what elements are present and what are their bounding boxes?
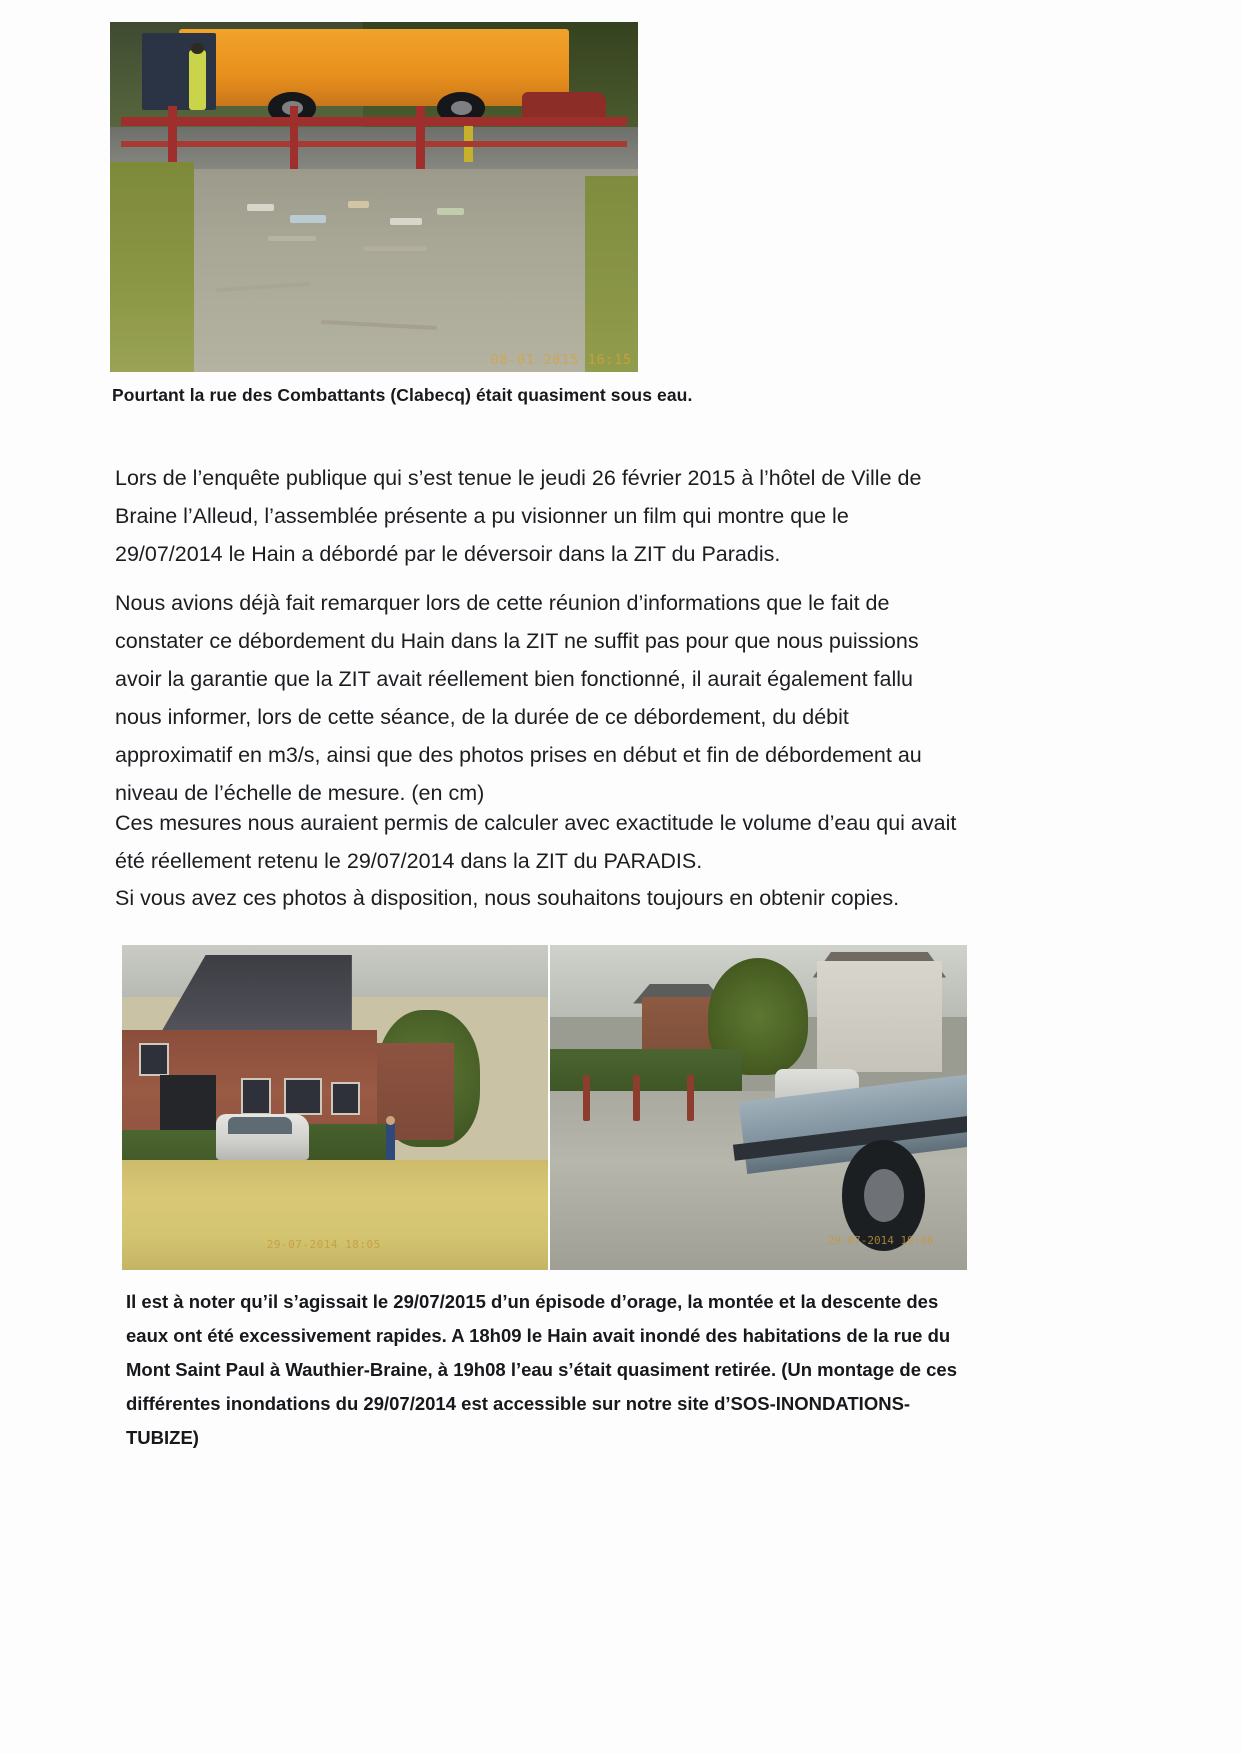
paragraph-3: Ces mesures nous auraient permis de calculer avec exactitude le volume d’eau qui avait été réellement retenu le 29/07/2014 dans la ZIT du PARADIS.	[115, 810, 957, 873]
car-window	[228, 1117, 292, 1133]
worker-figure	[189, 50, 206, 110]
window	[241, 1078, 271, 1115]
red-railing	[121, 117, 628, 126]
photo-timestamp: 08-01-2015 16:15	[490, 353, 632, 368]
caption-bottom: Il est à noter qu’il s’agissait le 29/07/2015 d’un épisode d’orage, la montée et la descente des eaux ont été excessivement rapides. A 18h09 le Hain avait inondé des habitations de la rue du Mont Saint Paul à Wauthier-Braine, à 19h08 l’eau s’était quasiment retirée. (Un montage de ces différentes inondations du 29/07/2014 est accessible sur notre site d’SOS-INONDATIONS-TUBIZE)	[126, 1291, 958, 1448]
floodwater-surface	[122, 1160, 548, 1271]
caption-top: Pourtant la rue des Combattants (Clabecq) était quasiment sous eau.	[112, 385, 693, 405]
grass-left	[110, 162, 194, 372]
grass-right	[585, 176, 638, 372]
bollard	[583, 1075, 590, 1121]
photo-timestamp: 29-07-2014 18:05	[266, 1237, 381, 1251]
window	[139, 1043, 169, 1076]
paragraph-2: Nous avions déjà fait remarquer lors de cette réunion d’informations que le fait de constater ce débordement du Hain dans la ZIT ne suffit pas pour que nous puissions avoir la garantie que la ZIT avait réellement bien fonctionné, il aurait également fallu nous informer, lors de cette séance, de la durée de ce débordement, du débit approximatif en m3/s, ainsi que des photos prises en début et fin de débordement au niveau de l’échelle de mesure. (en cm)	[115, 590, 922, 805]
railing-post	[290, 106, 298, 173]
railing-post	[416, 106, 424, 173]
white-house	[817, 961, 942, 1072]
debris	[290, 215, 327, 223]
wheel-hub	[451, 101, 472, 115]
person-head	[386, 1116, 395, 1125]
photo-rue-des-combattants	[110, 22, 638, 372]
debris	[390, 218, 422, 225]
debris	[348, 201, 369, 208]
bollard	[633, 1075, 640, 1121]
paragraph-4: Si vous avez ces photos à disposition, nous souhaitons toujours en obtenir copies.	[115, 885, 900, 910]
photo-rue-remorque	[548, 945, 967, 1270]
red-railing-lower	[121, 141, 628, 147]
debris	[363, 246, 426, 251]
window	[331, 1082, 361, 1115]
wheel-hub	[864, 1169, 904, 1222]
person-figure	[386, 1124, 395, 1163]
dump-truck-shape	[179, 29, 570, 106]
debris	[437, 208, 463, 216]
debris	[268, 236, 316, 242]
photo-habitation-inondee	[122, 945, 548, 1270]
paragraph-1: Lors de l’enquête publique qui s’est tenue le jeudi 26 février 2015 à l’hôtel de Ville de Braine l’Alleud, l’assemblée présente a pu visionner un film qui montre que le 29/07/2014 le Hain a débordé par le déversoir dans la ZIT du Paradis.	[115, 465, 922, 566]
photo-timestamp: 29-07-2014 19:08	[827, 1234, 934, 1248]
debris	[247, 204, 273, 211]
bollard	[687, 1075, 694, 1121]
window	[284, 1078, 322, 1115]
photo-group-bottom	[122, 945, 967, 1270]
